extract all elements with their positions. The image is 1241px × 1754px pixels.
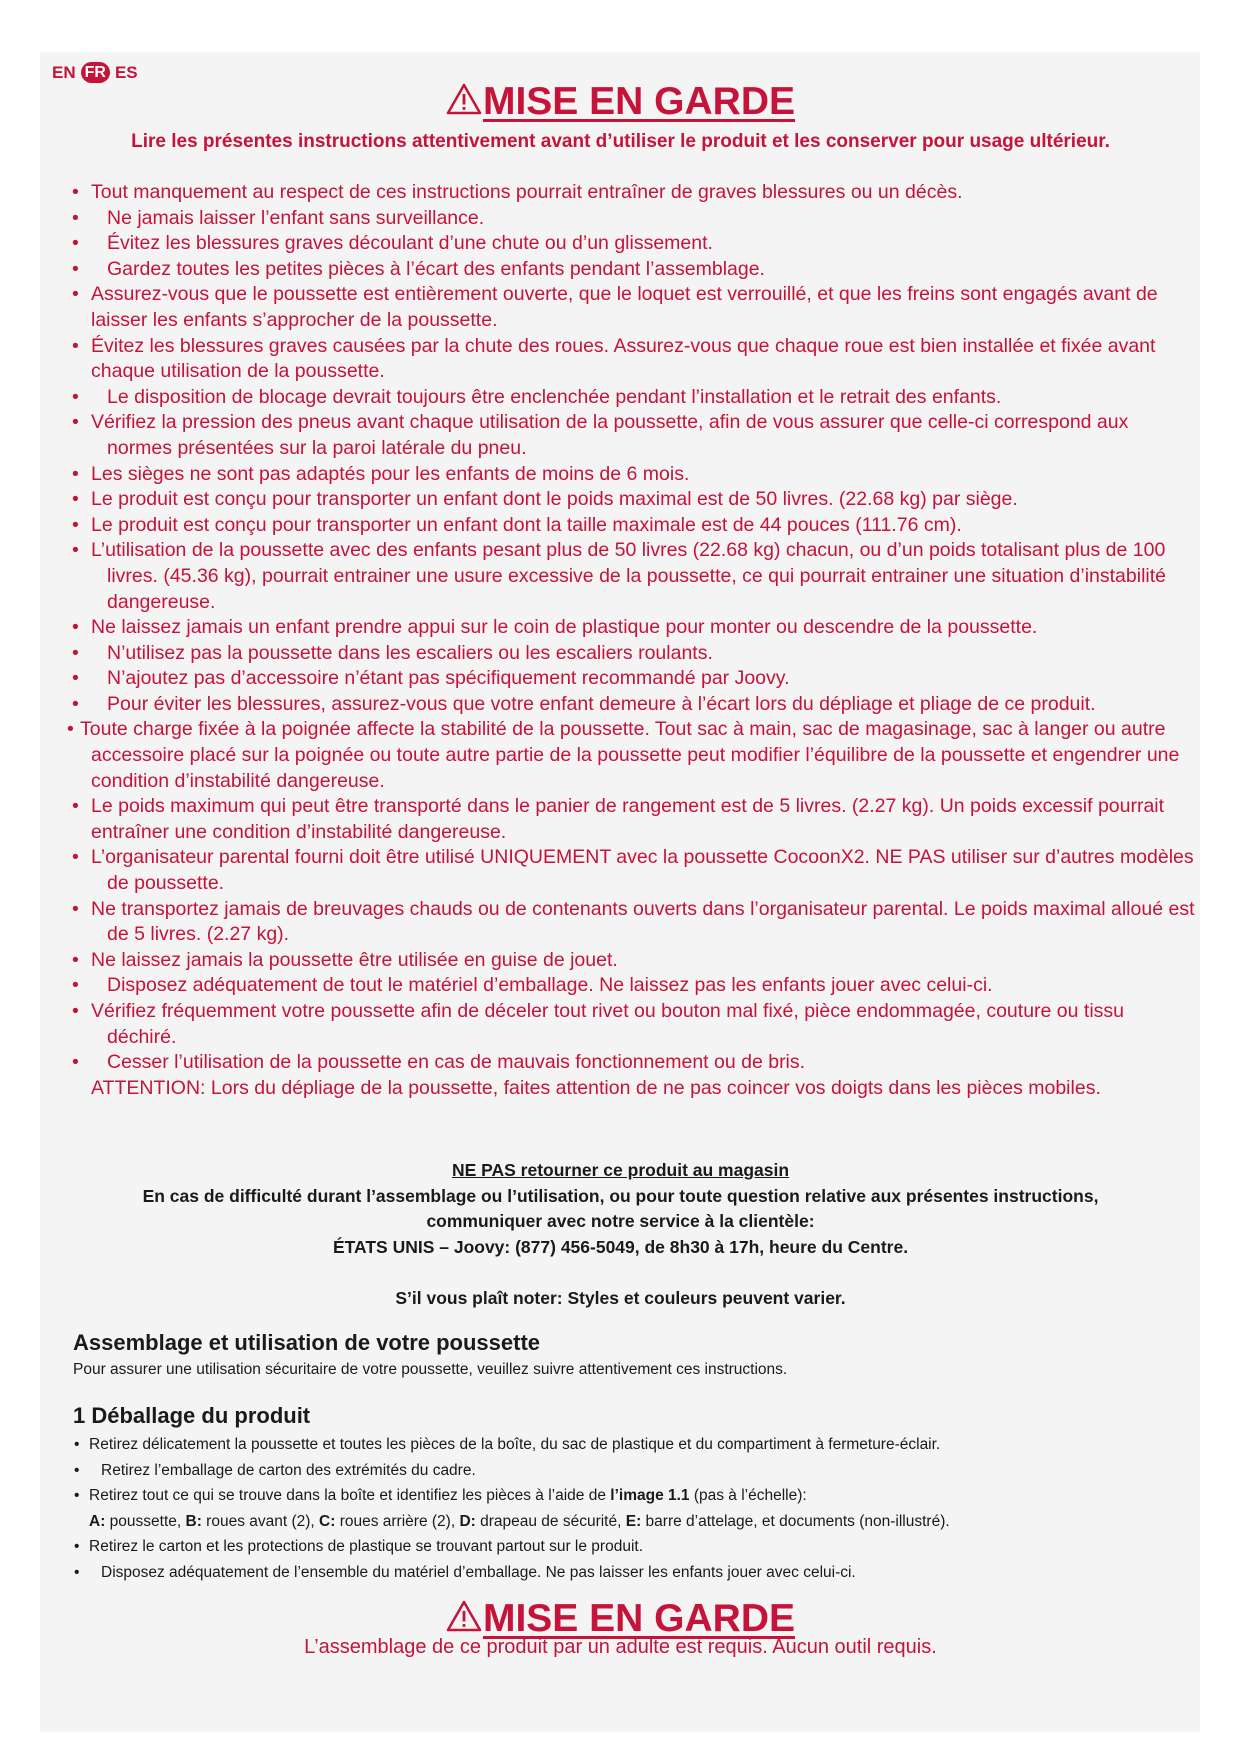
- warning-item: • Le produit est conçu pour transporter un enfant dont la taille maximale est de 44 pouces (111.76 cm).: [72, 513, 962, 536]
- warning-item: • N’ajoutez pas d’accessoire n’étant pas spécifiquement recommandé par Joovy.: [72, 667, 790, 690]
- warning-subtitle: Lire les présentes instructions attentivement avant d’utiliser le produit et les conserver pour usage ultérieur.: [131, 131, 1110, 152]
- warning-item: • Ne jamais laisser l’enfant sans surveillance.: [72, 206, 485, 229]
- warning-triangle-icon: [446, 83, 482, 115]
- warning-item: • Le disposition de blocage devrait toujours être enclenchée pendant l’installation et le retrait des enfants.: [72, 385, 1002, 408]
- language-es[interactable]: ES: [114, 62, 138, 82]
- warning-item: • Ne transportez jamais de breuvages chauds ou de contenants ouverts dans l’organisateur parental. Le poids maximal alloué est de 5 livres. (2.27 kg).: [72, 897, 1195, 946]
- warning-item: • Assurez-vous que le poussette est entièrement ouverte, que le loquet est verrouillé, et que les freins sont engagés avant de laisser les enfants s’approcher de la poussette.: [72, 283, 1158, 331]
- warning-item: • Vérifiez fréquemment votre poussette afin de déceler tout rivet ou bouton mal fixé, pièce endommagée, couture ou tissu déchiré.: [72, 1000, 1124, 1048]
- unpacking-list: [73, 1432, 1193, 1586]
- no-return-notice: NE PAS retourner ce produit au magasin: [451, 1160, 790, 1180]
- warning-triangle-icon: [446, 1600, 482, 1632]
- unpacking-item: • Retirez délicatement la poussette et toutes les pièces de la boîte, du sac de plastique et du compartiment à fermeture-éclair.: [74, 1436, 941, 1453]
- contact-line-1: En cas de difficulté durant l’assemblage ou l’utilisation, ou pour toute question relative aux présentes instructions,: [142, 1185, 1099, 1206]
- warning-item: • Gardez toutes les petites pièces à l’écart des enfants pendant l’assemblage.: [72, 257, 765, 280]
- contact-phone: ÉTATS UNIS – Joovy: (877) 456-5049, de 8h30 à 17h, heure du Centre.: [332, 1236, 909, 1257]
- parts-list: A: poussette, B: roues avant (2), C: roues arrière (2), D: drapeau de sécurité, E: barre d’attelage, et documents (non-illustré).: [89, 1512, 950, 1530]
- warning-item: • Toute charge fixée à la poignée affecte la stabilité de la poussette. Tout sac à main, sac de magasinage, sac à langer ou autre accessoire placé sur la poignée ou toute autre partie de la poussette peut modifier l’équilibre de la poussette et engendrer une condition d’instabilité dangereuse.: [67, 718, 1180, 792]
- warning-item: • Ne laissez jamais la poussette être utilisée en guise de jouet.: [72, 948, 618, 971]
- warning-item: • Cesser l’utilisation de la poussette en cas de mauvais fonctionnement ou de bris.: [72, 1051, 806, 1074]
- warning-item: • Le poids maximum qui peut être transporté dans le panier de rangement est de 5 livres. (2.27 kg). Un poids excessif pourrait entraîner une condition d’instabilité dangereuse.: [72, 795, 1165, 843]
- warning-item: • Disposez adéquatement de tout le matériel d’emballage. Ne laissez pas les enfants jouer avec celui-ci.: [72, 974, 993, 997]
- warning-heading: [0, 80, 1241, 124]
- warning-item: • Le produit est conçu pour transporter un enfant dont le poids maximal est de 50 livres. (22.68 kg) par siège.: [72, 488, 1018, 511]
- warning-item: • L’organisateur parental fourni doit être utilisé UNIQUEMENT avec la poussette CocoonX2. NE PAS utiliser sur d’autres modèles de poussette.: [72, 846, 1194, 895]
- styles-note: S’il vous plaît noter: Styles et couleurs peuvent varier.: [395, 1287, 846, 1308]
- assembly-intro: Pour assurer une utilisation sécuritaire de votre poussette, veuillez suivre attentivement ces instructions.: [73, 1361, 788, 1378]
- warning-item: • Les sièges ne sont pas adaptés pour les enfants de moins de 6 mois.: [72, 462, 690, 485]
- language-fr-current[interactable]: FR: [81, 62, 110, 83]
- language-en[interactable]: EN: [52, 62, 76, 82]
- warning-title-2: MISE EN GARDE: [482, 1597, 796, 1640]
- adult-assembly-note: L’assemblage de ce produit par un adulte est requis. Aucun outil requis.: [304, 1636, 937, 1658]
- unpacking-item: • Retirez l’emballage de carton des extrémités du cadre.: [74, 1461, 476, 1479]
- warning-item: • Pour éviter les blessures, assurez-vous que votre enfant demeure à l’écart lors du dépliage et pliage de ce produit.: [72, 692, 1096, 715]
- unpacking-item: • Retirez le carton et les protections de plastique se trouvant partout sur le produit.: [74, 1538, 643, 1556]
- warning-title: MISE EN GARDE: [482, 80, 796, 123]
- warning-list: [67, 180, 1195, 1101]
- unpacking-item: • Retirez tout ce qui se trouve dans la boîte et identifiez les pièces à l’aide de l’image 1.1 (pas à l’échelle):: [74, 1487, 807, 1505]
- warning-item: • Vérifiez la pression des pneus avant chaque utilisation de la poussette, afin de vous assurer que celle-ci correspond aux normes présentées sur la paroi latérale du pneu.: [72, 411, 1129, 459]
- warning-item: • N’utilisez pas la poussette dans les escaliers ou les escaliers roulants.: [72, 641, 713, 664]
- contact-block: [0, 1158, 1241, 1312]
- warning-item: • Ne laissez jamais un enfant prendre appui sur le coin de plastique pour monter ou descendre de la poussette.: [72, 616, 1038, 639]
- warning-item: • Évitez les blessures graves causées par la chute des roues. Assurez-vous que chaque roue est bien installée et fixée avant chaque utilisation de la poussette.: [72, 334, 1156, 383]
- warning-attention: ATTENTION: Lors du dépliage de la poussette, faites attention de ne pas coincer vos doigts dans les pièces mobiles.: [91, 1076, 1101, 1099]
- warning-item: • Tout manquement au respect de ces instructions pourrait entraîner de graves blessures ou un décès.: [72, 181, 963, 203]
- contact-line-2: communiquer avec notre service à la clientèle:: [426, 1211, 815, 1232]
- warning-item: • L’utilisation de la poussette avec des enfants pesant plus de 50 livres (22.68 kg) chacun, ou d’un poids totalisant plus de 100 livres. (45.36 kg), pourrait entrainer une usure excessive de la poussette, ce qui pourrait entrainer une situation d’instabilité dangereuse.: [72, 539, 1167, 613]
- assembly-title: Assemblage et utilisation de votre poussette: [73, 1330, 541, 1355]
- unpacking-item: • Disposez adéquatement de l’ensemble du matériel d’emballage. Ne pas laisser les enfants jouer avec celui-ci.: [74, 1563, 856, 1581]
- warning-heading-2: [0, 1597, 1241, 1641]
- unpacking-title: 1 Déballage du produit: [73, 1403, 311, 1428]
- warning-item: • Évitez les blessures graves découlant d’une chute ou d’un glissement.: [72, 232, 713, 255]
